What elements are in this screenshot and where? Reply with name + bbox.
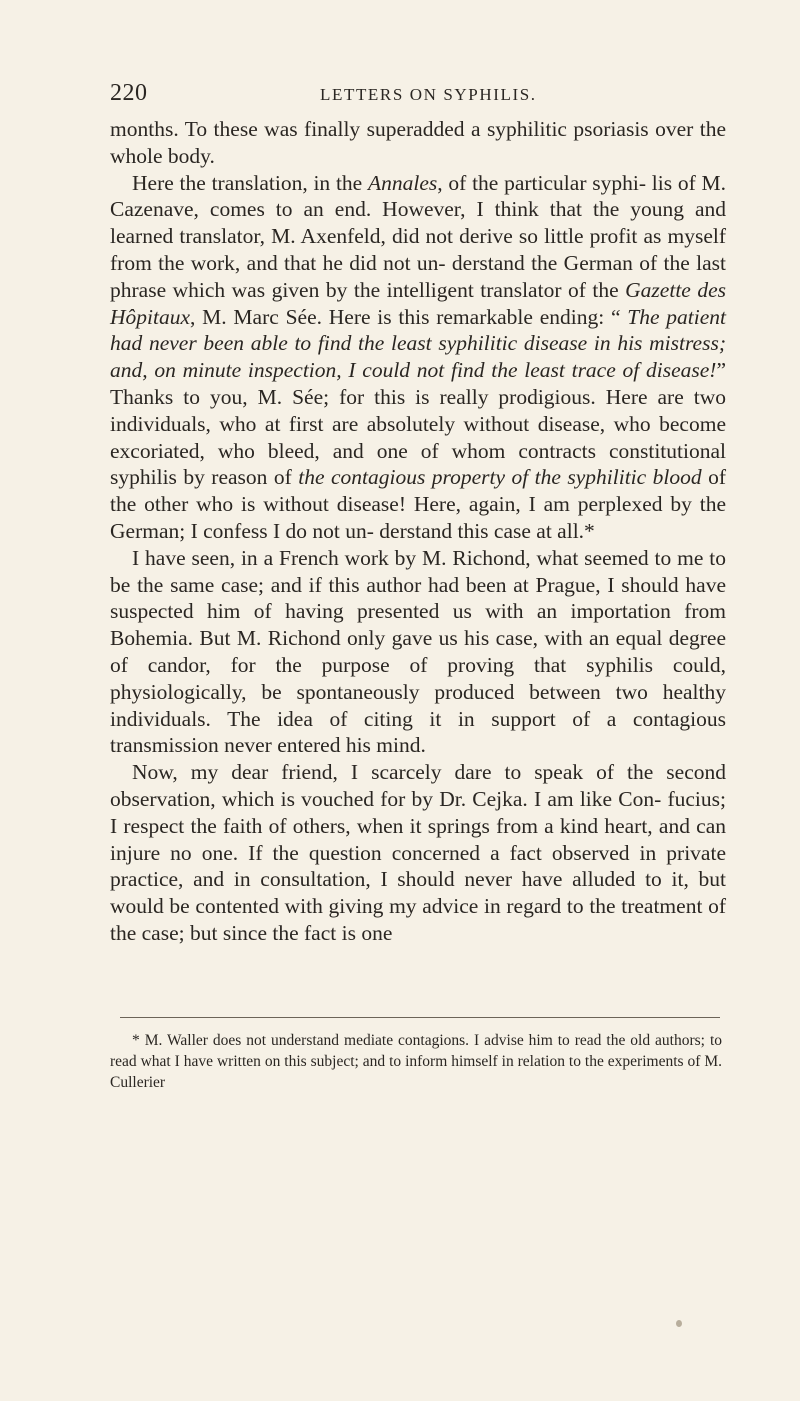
paragraph-2 (110, 170, 726, 545)
quoted-ending: The patient had never been able to find the least syphilitic disease in his mistress; and, on minute inspection, I could not find the least trace of disease! (110, 304, 726, 383)
paragraph-2-text-3: , M. Marc Sée. Here is this remarkable ending: “ (190, 304, 628, 329)
paragraph-2-text-1: Here the translation, in the (132, 170, 368, 195)
paragraph-2-text-4: ” Thanks to you, M. Sée; for this is really prodigious. Here are two individuals, who at first are absolutely without disease, who become excoriated, who bleed, and one of whom contracts constitutional syphilis by reason of (110, 358, 726, 490)
contagious-property-phrase: the contagious property of the syphilitic blood (298, 465, 702, 490)
running-head: LETTERS ON SYPHILIS. (320, 85, 537, 104)
ink-speck (676, 1320, 682, 1327)
body-text (110, 116, 726, 947)
paragraph-3: I have seen, in a French work by M. Richond, what seemed to me to be the same case; and if this author had been at Prague, I should have suspected him of having presented us with an importation from Bohemia. But M. Richond only gave us his case, with an equal degree of candor, for the purpose of proving that syphilis could, physiologically, be spontaneously produced between two healthy individuals. The idea of citing it in support of a contagious transmission never entered his mind. (110, 545, 726, 758)
footnote-rule (120, 1017, 720, 1018)
page-header (110, 80, 730, 114)
footnote (110, 1030, 722, 1093)
footnote-text: * M. Waller does not understand mediate contagions. I advise him to read the old authors; to read what I have written on this subject; and to inform himself in relation to the experiments of M. Cullerier (110, 1032, 722, 1091)
gazette-title: Gazette des Hôpitaux (110, 277, 726, 329)
paragraph-2-text-5: of the other who is without disease! Here, again, I am perplexed by the German; I confess I do not un- derstand this case at all.* (110, 465, 726, 543)
paragraph-1: months. To these was finally superadded a syphilitic psoriasis over the whole body. (110, 117, 726, 168)
annales-title: Annales (367, 170, 438, 195)
paragraph-2-text-2: , of the particular syphi- lis of M. Cazenave, comes to an end. However, I think that the young and learned translator, M. Axenfeld, did not derive so little profit as myself from the work, and that he did not un- derstand the German of the last phrase which was given by the intelligent translator of the (110, 170, 726, 302)
paragraph-4: Now, my dear friend, I scarcely dare to speak of the second observation, which is vouched for by Dr. Cejka. I am like Con- fucius; I respect the faith of others, when it springs from a kind heart, and can injure no one. If the question concerned a fact observed in private practice, and in consultation, I should never have alluded to it, but would be contented with giving my advice in regard to the treatment of the case; but since the fact is one (110, 760, 726, 945)
page-number: 220 (110, 80, 148, 106)
